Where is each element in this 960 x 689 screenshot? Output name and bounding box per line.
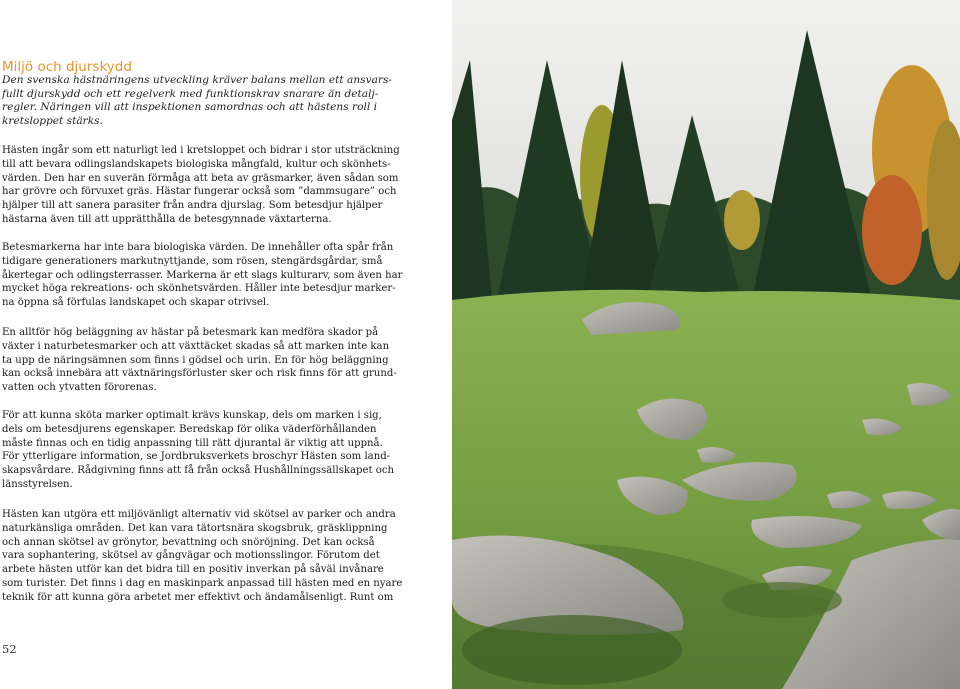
text-line: teknik för att kunna göra arbetet mer effektivt och ändamålsenligt. Runt om [2, 591, 394, 603]
text-line: ta upp de näringsämnen som finns i gödsel och urin. En för hög beläggning [2, 354, 389, 366]
body-paragraph-2 [2, 241, 403, 310]
text-line: till att bevara odlingslandskapets biologiska mångfald, kultur och skönhets- [2, 158, 391, 170]
autumn-tree [724, 190, 760, 250]
text-line: tidigare generationers markutnyttjande, som rösen, stengärdsgårdar, små [2, 255, 383, 267]
text-line: dels om betesdjurens egenskaper. Beredskap för olika väderförhållanden [2, 423, 377, 435]
text-line: Hästen kan utgöra ett miljövänligt alternativ vid skötsel av parker och andra [2, 509, 396, 520]
text-line: måste finnas och en tidig anpassning till rätt djurantal är viktig att uppnå. [2, 437, 383, 449]
body-paragraph-4 [2, 409, 397, 492]
text-column [0, 0, 450, 689]
text-line: hästarna även till att upprätthålla de betesgynnade växtarterna. [2, 213, 332, 225]
grass-patch [722, 582, 842, 618]
text-line: För ytterligare information, se Jordbruksverkets broschyr Hästen som land- [2, 451, 391, 463]
text-line: skapsvårdare. Rådgivning finns att få från också Hushållningssällskapet och [2, 465, 394, 477]
text-line: hjälper till att sanera parasiter från andra djurslag. Som betesdjur hjälper [2, 200, 383, 212]
text-line: arbete hästen utför kan det bidra till en positiv inverkan på såväl invånare [2, 564, 384, 576]
pasture-illustration [452, 0, 960, 689]
landscape-photo [452, 0, 960, 689]
intro-paragraph [2, 74, 392, 129]
intro-line: regler. Näringen vill att inspektionen samordnas och att hästens roll i [2, 101, 378, 114]
section-title: Miljö och djurskydd [2, 59, 132, 75]
intro-line: fullt djurskydd och ett regelverk med funktionskrav snarare än detalj- [2, 87, 379, 100]
body-paragraph-3 [2, 326, 397, 395]
text-line: växter i naturbetesmarker och att växttäcket skadas så att marken inte kan [2, 340, 390, 352]
text-line: har grövre och förvuxet gräs. Hästar fungerar också som ”dammsugare” och [2, 186, 397, 198]
text-line: För att kunna sköta marker optimalt krävs kunskap, dels om marken i sig, [2, 410, 382, 421]
text-line: mycket höga rekreations- och skönhetsvärden. Håller inte betesdjur marker- [2, 283, 396, 295]
body-paragraph-1 [2, 144, 400, 227]
text-line: åkertegar och odlingsterrasser. Markerna är ett slags kulturarv, som även har [2, 269, 403, 281]
text-line: Betesmarkerna har inte bara biologiska värden. De innehåller ofta spår från [2, 242, 394, 253]
grass-patch [462, 615, 682, 685]
text-line: värden. Den har en suverän förmåga att beta av gräsmarker, även sådan som [2, 172, 399, 184]
page-number: 52 [2, 642, 17, 656]
text-line: Hästen ingår som ett naturligt led i kretsloppet och bidrar i stor utsträckning [2, 145, 400, 156]
text-line: länsstyrelsen. [2, 478, 73, 490]
body-paragraph-5 [2, 508, 403, 605]
intro-line: kretsloppet stärks. [2, 115, 103, 128]
text-line: naturkänsliga områden. Det kan vara tätortsnära skogsbruk, gräsklippning [2, 522, 388, 534]
text-line: vatten och ytvatten förorenas. [2, 382, 157, 394]
intro-line: Den svenska hästnäringens utveckling kräver balans mellan ett ansvars- [2, 74, 392, 86]
text-line: vara sophantering, skötsel av gångvägar och motionsslingor. Förutom det [2, 550, 380, 562]
text-line: kan också innebära att växtnäringsförluster sker och risk finns för att grund- [2, 368, 397, 380]
text-line: och annan skötsel av grönytor, bevattning och snöröjning. Det kan också [2, 536, 375, 548]
autumn-tree [862, 175, 922, 285]
text-line: En alltför hög beläggning av hästar på betesmark kan medföra skador på [2, 327, 379, 338]
text-line: som turister. Det finns i dag en maskinpark anpassad till hästen med en nyare [2, 577, 403, 589]
text-line: na öppna så förfulas landskapet och skapar otrivsel. [2, 297, 270, 309]
